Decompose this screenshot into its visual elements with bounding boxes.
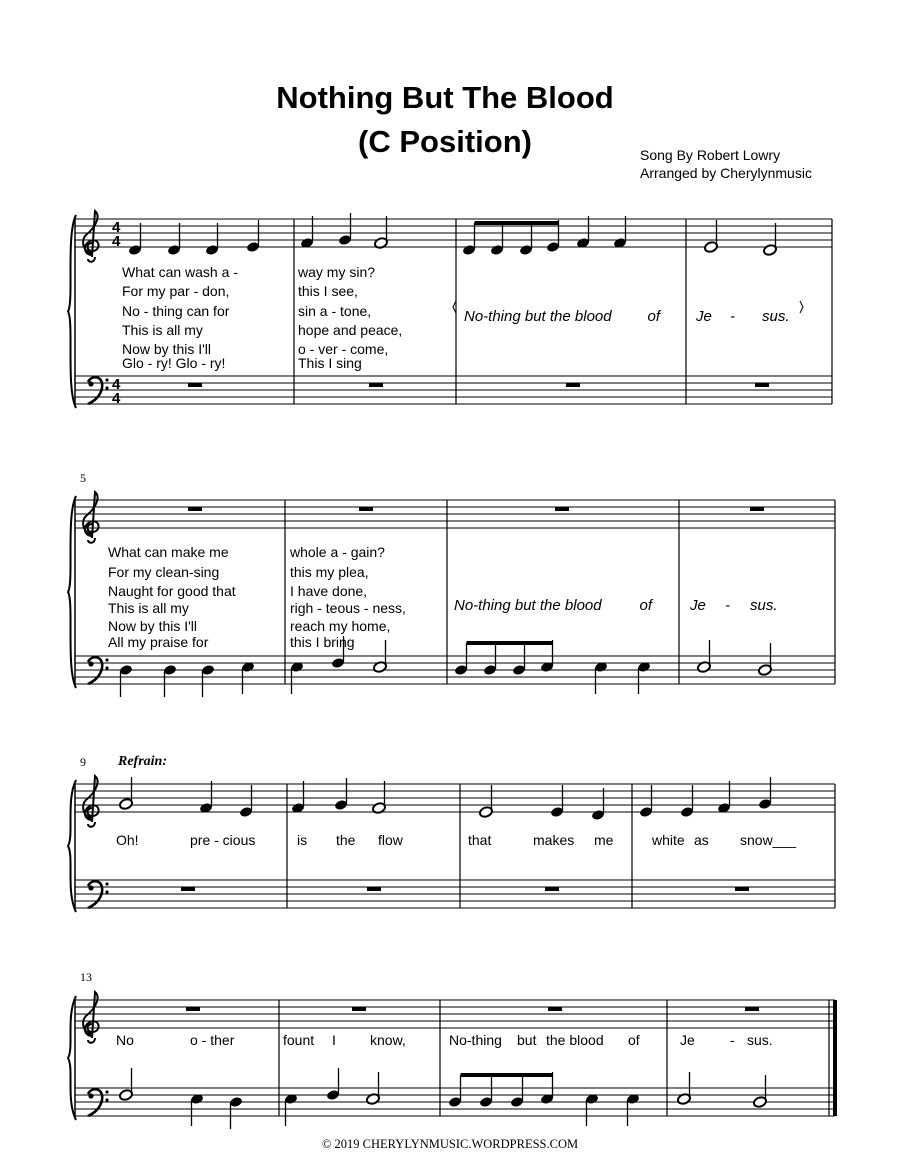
bass-clef bbox=[88, 661, 93, 666]
whole-rest bbox=[188, 507, 202, 511]
lyric-text: the bbox=[336, 832, 356, 848]
lyric-text: whole a - gain? bbox=[290, 544, 385, 560]
lyric-text: snow___ bbox=[740, 832, 797, 848]
song-credit: Song By Robert Lowry bbox=[640, 147, 781, 163]
lyric-text: makes bbox=[533, 832, 575, 848]
lyric-text: pre - cious bbox=[190, 832, 256, 848]
lyric-text: Glo - ry! Glo - ry! bbox=[122, 355, 226, 371]
whole-rest bbox=[181, 887, 195, 891]
time-signature: 4 bbox=[112, 233, 121, 250]
whole-rest bbox=[186, 1007, 200, 1011]
bass-clef bbox=[105, 386, 108, 389]
lyric-text: of bbox=[639, 597, 652, 614]
measure-number: 13 bbox=[80, 970, 92, 984]
lyric-text: that bbox=[468, 832, 492, 848]
whole-rest bbox=[188, 383, 202, 387]
whole-rest bbox=[566, 383, 580, 387]
bass-clef bbox=[105, 1098, 108, 1101]
score-content bbox=[68, 211, 835, 1129]
lyric-text: white bbox=[652, 832, 685, 848]
lyric-text: way my sin? bbox=[298, 264, 376, 280]
lyric-text: - bbox=[725, 597, 730, 614]
bass-clef bbox=[105, 1090, 108, 1093]
bass-clef bbox=[88, 885, 93, 890]
lyric-text: as bbox=[694, 832, 709, 848]
whole-rest bbox=[555, 507, 569, 511]
lyric-text: sus. bbox=[762, 308, 790, 325]
lyric-text: Je bbox=[690, 597, 706, 614]
lyric-text: o - ther bbox=[190, 1032, 235, 1048]
lyric-text: Now by this I'll bbox=[108, 618, 198, 634]
lyric-text: This is all my bbox=[122, 322, 203, 338]
lyric-text: of bbox=[628, 1032, 640, 1048]
lyric-text: this my plea, bbox=[290, 564, 369, 580]
lyric-text: - bbox=[730, 308, 735, 325]
lyric-text: What can wash a - bbox=[122, 264, 238, 280]
lyric-text: Je bbox=[680, 1032, 695, 1048]
whole-rest bbox=[755, 383, 769, 387]
lyric-text: sus. bbox=[747, 1032, 773, 1048]
bass-clef bbox=[88, 381, 93, 386]
lyric-text: o - ver - come, bbox=[298, 341, 389, 357]
lyric-text: Je bbox=[696, 308, 712, 325]
whole-rest bbox=[545, 887, 559, 891]
lyric-text: righ - teous - ness, bbox=[290, 600, 406, 616]
bass-clef bbox=[105, 890, 108, 893]
time-signature: 4 bbox=[112, 219, 121, 236]
bass-clef bbox=[88, 377, 102, 404]
lyric-text: me bbox=[594, 832, 614, 848]
song-title: Nothing But The Blood bbox=[276, 80, 614, 115]
whole-rest bbox=[352, 1007, 366, 1011]
lyric-text: No-thing bbox=[449, 1032, 502, 1048]
lyric-text: No - thing can for bbox=[122, 303, 230, 319]
lyric-text: This is all my bbox=[108, 600, 189, 616]
lyric-text: This I sing bbox=[298, 355, 362, 371]
lyric-text: I have done, bbox=[290, 583, 368, 599]
lyric-text: For my par - don, bbox=[122, 283, 230, 299]
lyric-text: No bbox=[116, 1032, 134, 1048]
whole-rest bbox=[359, 507, 373, 511]
lyric-text: - bbox=[730, 1032, 735, 1048]
bass-clef bbox=[88, 657, 102, 684]
lyric-text: reach my home, bbox=[290, 618, 391, 634]
lyric-text: of bbox=[647, 308, 660, 325]
lyric-text: this I bring bbox=[290, 634, 355, 650]
lyric-text: this I see, bbox=[298, 283, 358, 299]
lyric-text: No-thing but the blood bbox=[464, 308, 612, 325]
whole-rest bbox=[369, 383, 383, 387]
copyright-footer: © 2019 CHERYLYNMUSIC.WORDPRESS.COM bbox=[321, 1137, 579, 1151]
measure-number: 9 bbox=[80, 755, 86, 769]
lyric-text: All my praise for bbox=[108, 634, 209, 650]
bass-clef bbox=[88, 881, 102, 908]
lyric-text: I bbox=[332, 1032, 336, 1048]
lyric-text: flow bbox=[378, 832, 403, 848]
lyric-text: is bbox=[297, 832, 308, 848]
bass-clef bbox=[105, 658, 108, 661]
time-signature: 4 bbox=[112, 390, 121, 407]
arranger-credit: Arranged by Cherylynmusic bbox=[640, 165, 812, 181]
bass-clef bbox=[105, 882, 108, 885]
lyric-text: No-thing but the blood bbox=[454, 597, 602, 614]
time-signature: 4 bbox=[112, 376, 121, 393]
refrain-label: Refrain: bbox=[118, 754, 167, 769]
lyric-text: What can make me bbox=[108, 544, 229, 560]
lyric-text: but bbox=[517, 1032, 537, 1048]
bass-clef bbox=[105, 666, 108, 669]
whole-rest bbox=[367, 887, 381, 891]
bass-clef bbox=[88, 1089, 102, 1116]
lyric-text: sus. bbox=[750, 597, 778, 614]
lyric-text: Now by this I'll bbox=[122, 341, 212, 357]
lyric-text: fount bbox=[283, 1032, 315, 1048]
measure-number: 5 bbox=[80, 471, 86, 485]
bass-clef bbox=[88, 1093, 93, 1098]
lyric-text: sin a - tone, bbox=[298, 303, 372, 319]
whole-rest bbox=[735, 887, 749, 891]
whole-rest bbox=[750, 507, 764, 511]
song-subtitle: (C Position) bbox=[358, 124, 532, 159]
lyric-text: hope and peace, bbox=[298, 322, 403, 338]
lyric-text: Oh! bbox=[116, 832, 139, 848]
whole-rest bbox=[745, 1007, 759, 1011]
refrain-bracket bbox=[800, 301, 803, 313]
bass-clef bbox=[105, 378, 108, 381]
lyric-text: the blood bbox=[546, 1032, 604, 1048]
lyric-text: Naught for good that bbox=[108, 583, 236, 599]
lyric-text: For my clean-sing bbox=[108, 564, 220, 580]
whole-rest bbox=[548, 1007, 562, 1011]
lyric-text: know, bbox=[370, 1032, 406, 1048]
